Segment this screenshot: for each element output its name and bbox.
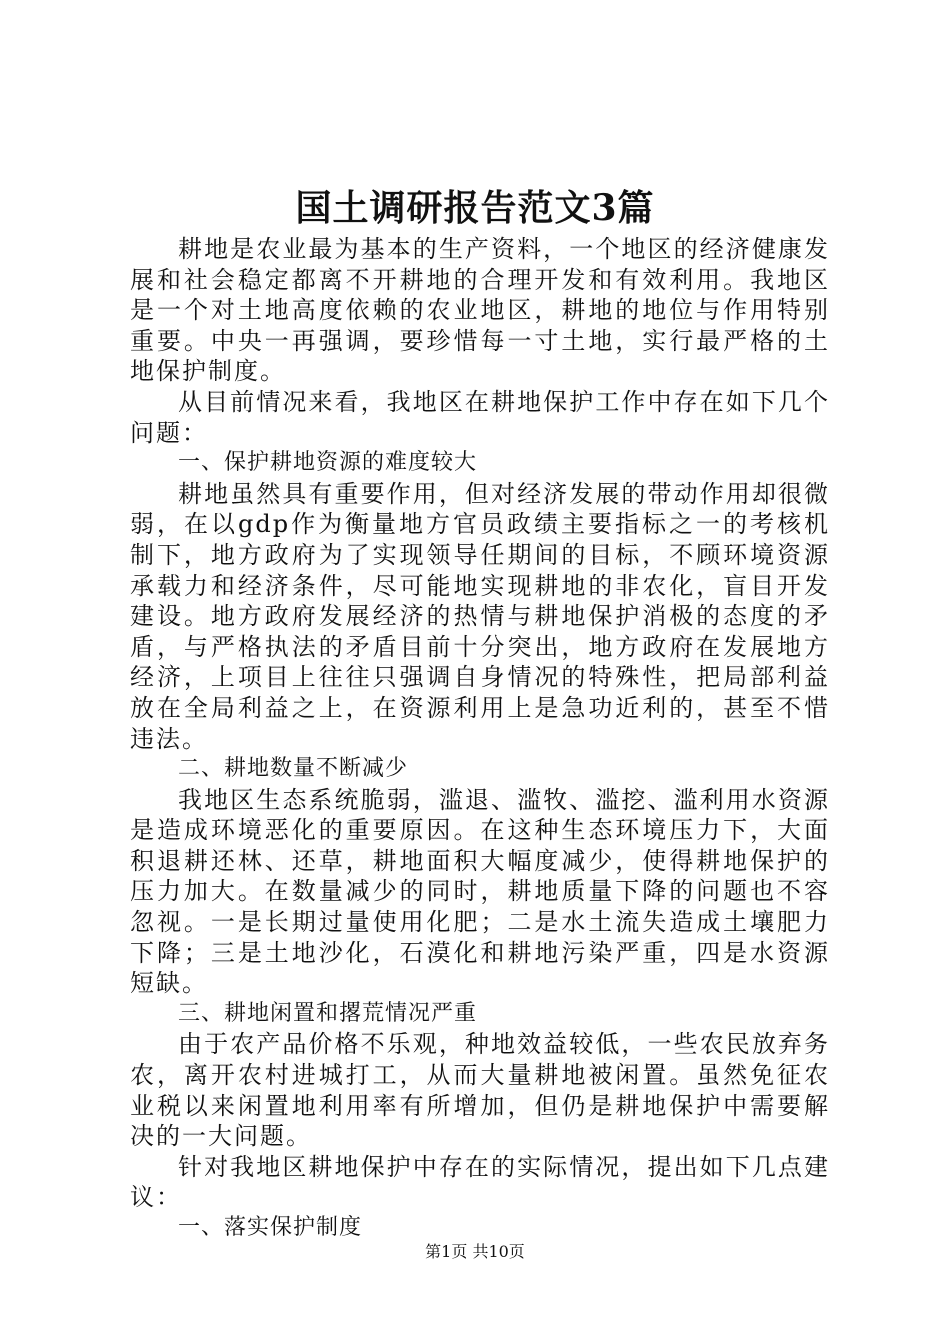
paragraph: 从目前情况来看，我地区在耕地保护工作中存在如下几个问题： [130,387,830,447]
document-title: 国土调研报告范文3篇 [295,187,655,229]
section-heading: 二、耕地数量不断减少 [178,756,409,782]
paragraph: 我地区生态系统脆弱，滥退、滥牧、滥挖、滥利用水资源是造成环境恶化的重要原因。在这种生态环境压力下，大面积退耕还林、还草，耕地面积大幅度减少，使得耕地保护的压力加大。在数量减少的同时，耕地质量下降的问题也不容忽视。一是长期过量使用化肥；二是水土流失造成土壤肥力下降；三是土地沙化，石漠化和耕地污染严重，四是水资源短缺。 [130,785,830,998]
section-heading: 一、保护耕地资源的难度较大 [178,450,478,476]
section-heading: 一、落实保护制度 [178,1215,363,1240]
paragraph: 针对我地区耕地保护中存在的实际情况，提出如下几点建议： [130,1152,830,1212]
paragraph: 由于农产品价格不乐观，种地效益较低，一些农民放弃务农，离开农村进城打工，从而大量耕地被闲置。虽然免征农业税以来闲置地利用率有所增加，但仍是耕地保护中需要解决的一大问题。 [130,1030,830,1151]
paragraph: 耕地是农业最为基本的生产资料，一个地区的经济健康发展和社会稳定都离不开耕地的合理开发和有效利用。我地区是一个对土地高度依赖的农业地区，耕地的地位与作用特别重要。中央一再强调，要珍惜每一寸土地，实行最严格的土地保护制度。 [130,235,830,386]
paragraph: 耕地虽然具有重要作用，但对经济发展的带动作用却很微弱，在以gdp作为衡量地方官员政绩主要指标之一的考核机制下，地方政府为了实现领导任期间的目标，不顾环境资源承载力和经济条件，尽可能地实现耕地的非农化，盲目开发建设。地方政府发展经济的热情与耕地保护消极的态度的矛盾，与严格执法的矛盾目前十分突出，地方政府在发展地方经济，上项目上往往只强调自身情况的特殊性，把局部利益放在全局利益之上，在资源利用上是急功近利的，甚至不惜违法。 [130,479,830,753]
section-heading: 三、耕地闲置和撂荒情况严重 [178,1000,478,1026]
page-footer: 第1页 共10页 [425,1242,525,1261]
document-body [130,234,830,1244]
